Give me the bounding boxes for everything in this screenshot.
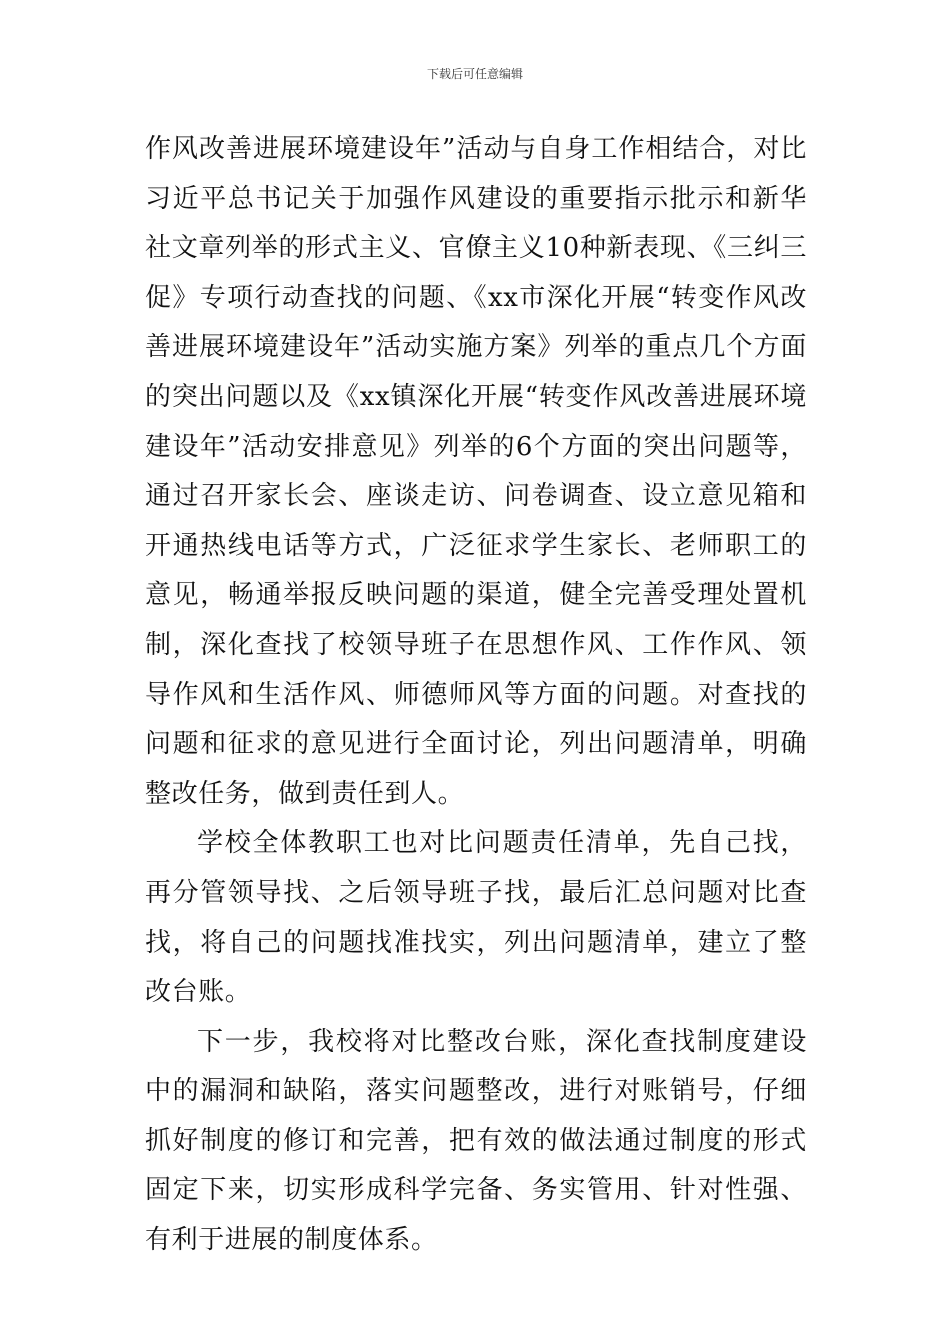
paragraph-staff: 学校全体教职工也对比问题责任清单，先自己找，再分管领导找、之后领导班子找，最后汇总问题对比查找，将自己的问题找准找实，列出问题清单，建立了整改台账。 — [145, 828, 807, 1008]
page-header: 下载后可任意编辑 — [426, 67, 523, 81]
document-body — [145, 125, 807, 1266]
paragraph-continued: 作风改善进展环境建设年”活动与自身工作相结合，对比习近平总书记关于加强作风建设的重要指示批示和新华社文章列举的形式主义、官僚主义10种新表现、《三纠三促》专项行动查找的问题、《xx市深化开展“转变作风改善进展环境建设年”活动实施方案》列举的重点几个方面的突出问题以及《xx镇深化开展“转变作风改善进展环境建设年”活动安排意见》列举的6个方面的突出问题等，通过召开家长会、座谈走访、问卷调查、设立意见箱和开通热线电话等方式，广泛征求学生家长、老师职工的意见，畅通举报反映问题的渠道，健全完善受理处置机制，深化查找了校领导班子在思想作风、工作作风、领导作风和生活作风、师德师风等方面的问题。对查找的问题和征求的意见进行全面讨论，列出问题清单，明确整改任务，做到责任到人。 — [145, 134, 807, 809]
paragraph-next-step: 下一步，我校将对比整改台账，深化查找制度建设中的漏洞和缺陷，落实问题整改，进行对账销号，仔细抓好制度的修订和完善，把有效的做法通过制度的形式固定下来，切实形成科学完备、务实管用、针对性强、有利于进展的制度体系。 — [145, 1026, 807, 1256]
